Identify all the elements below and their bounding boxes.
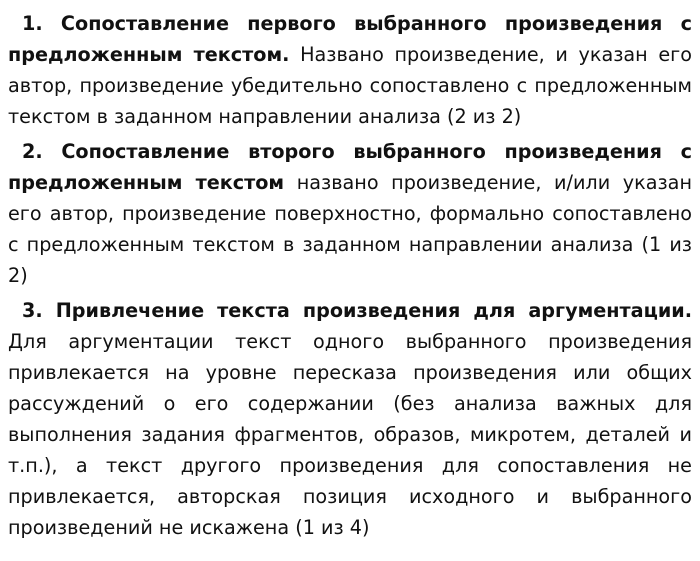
- criteria-document: [8, 8, 692, 543]
- criterion-2: [8, 136, 692, 291]
- criterion-1-body: Названо произведение, и указан его автор, произведение убедительно сопоставлено с предложенным текстом в заданном направлении анализа (2 из 2): [8, 43, 692, 128]
- criterion-3-heading: 3. Привлечение текста произведения для аргументации.: [22, 299, 692, 322]
- criterion-1: [8, 8, 692, 132]
- criterion-2-body: названо произведение, и/или указан его автор, произведение поверхностно, формально сопоставлено с предложенным текстом в заданном направлении анализа (1 из 2): [8, 171, 692, 287]
- criterion-2-heading: 2. Сопоставление второго выбранного произведения с предложенным текстом: [8, 140, 692, 194]
- criterion-3: [8, 295, 692, 543]
- criterion-1-heading: 1. Сопоставление первого выбранного произведения с предложенным текстом.: [8, 12, 692, 66]
- criterion-3-body: Для аргументации текст одного выбранного произведения привлекается на уровне пересказа произведения или общих рассуждений о его содержании (без анализа важных для выполнения задания фрагментов, образов, микротем, деталей и т.п.), а текст другого произведения для сопоставления не привлекается, авторская позиция исходного и выбранного произведений не искажена (1 из 4): [8, 330, 692, 539]
